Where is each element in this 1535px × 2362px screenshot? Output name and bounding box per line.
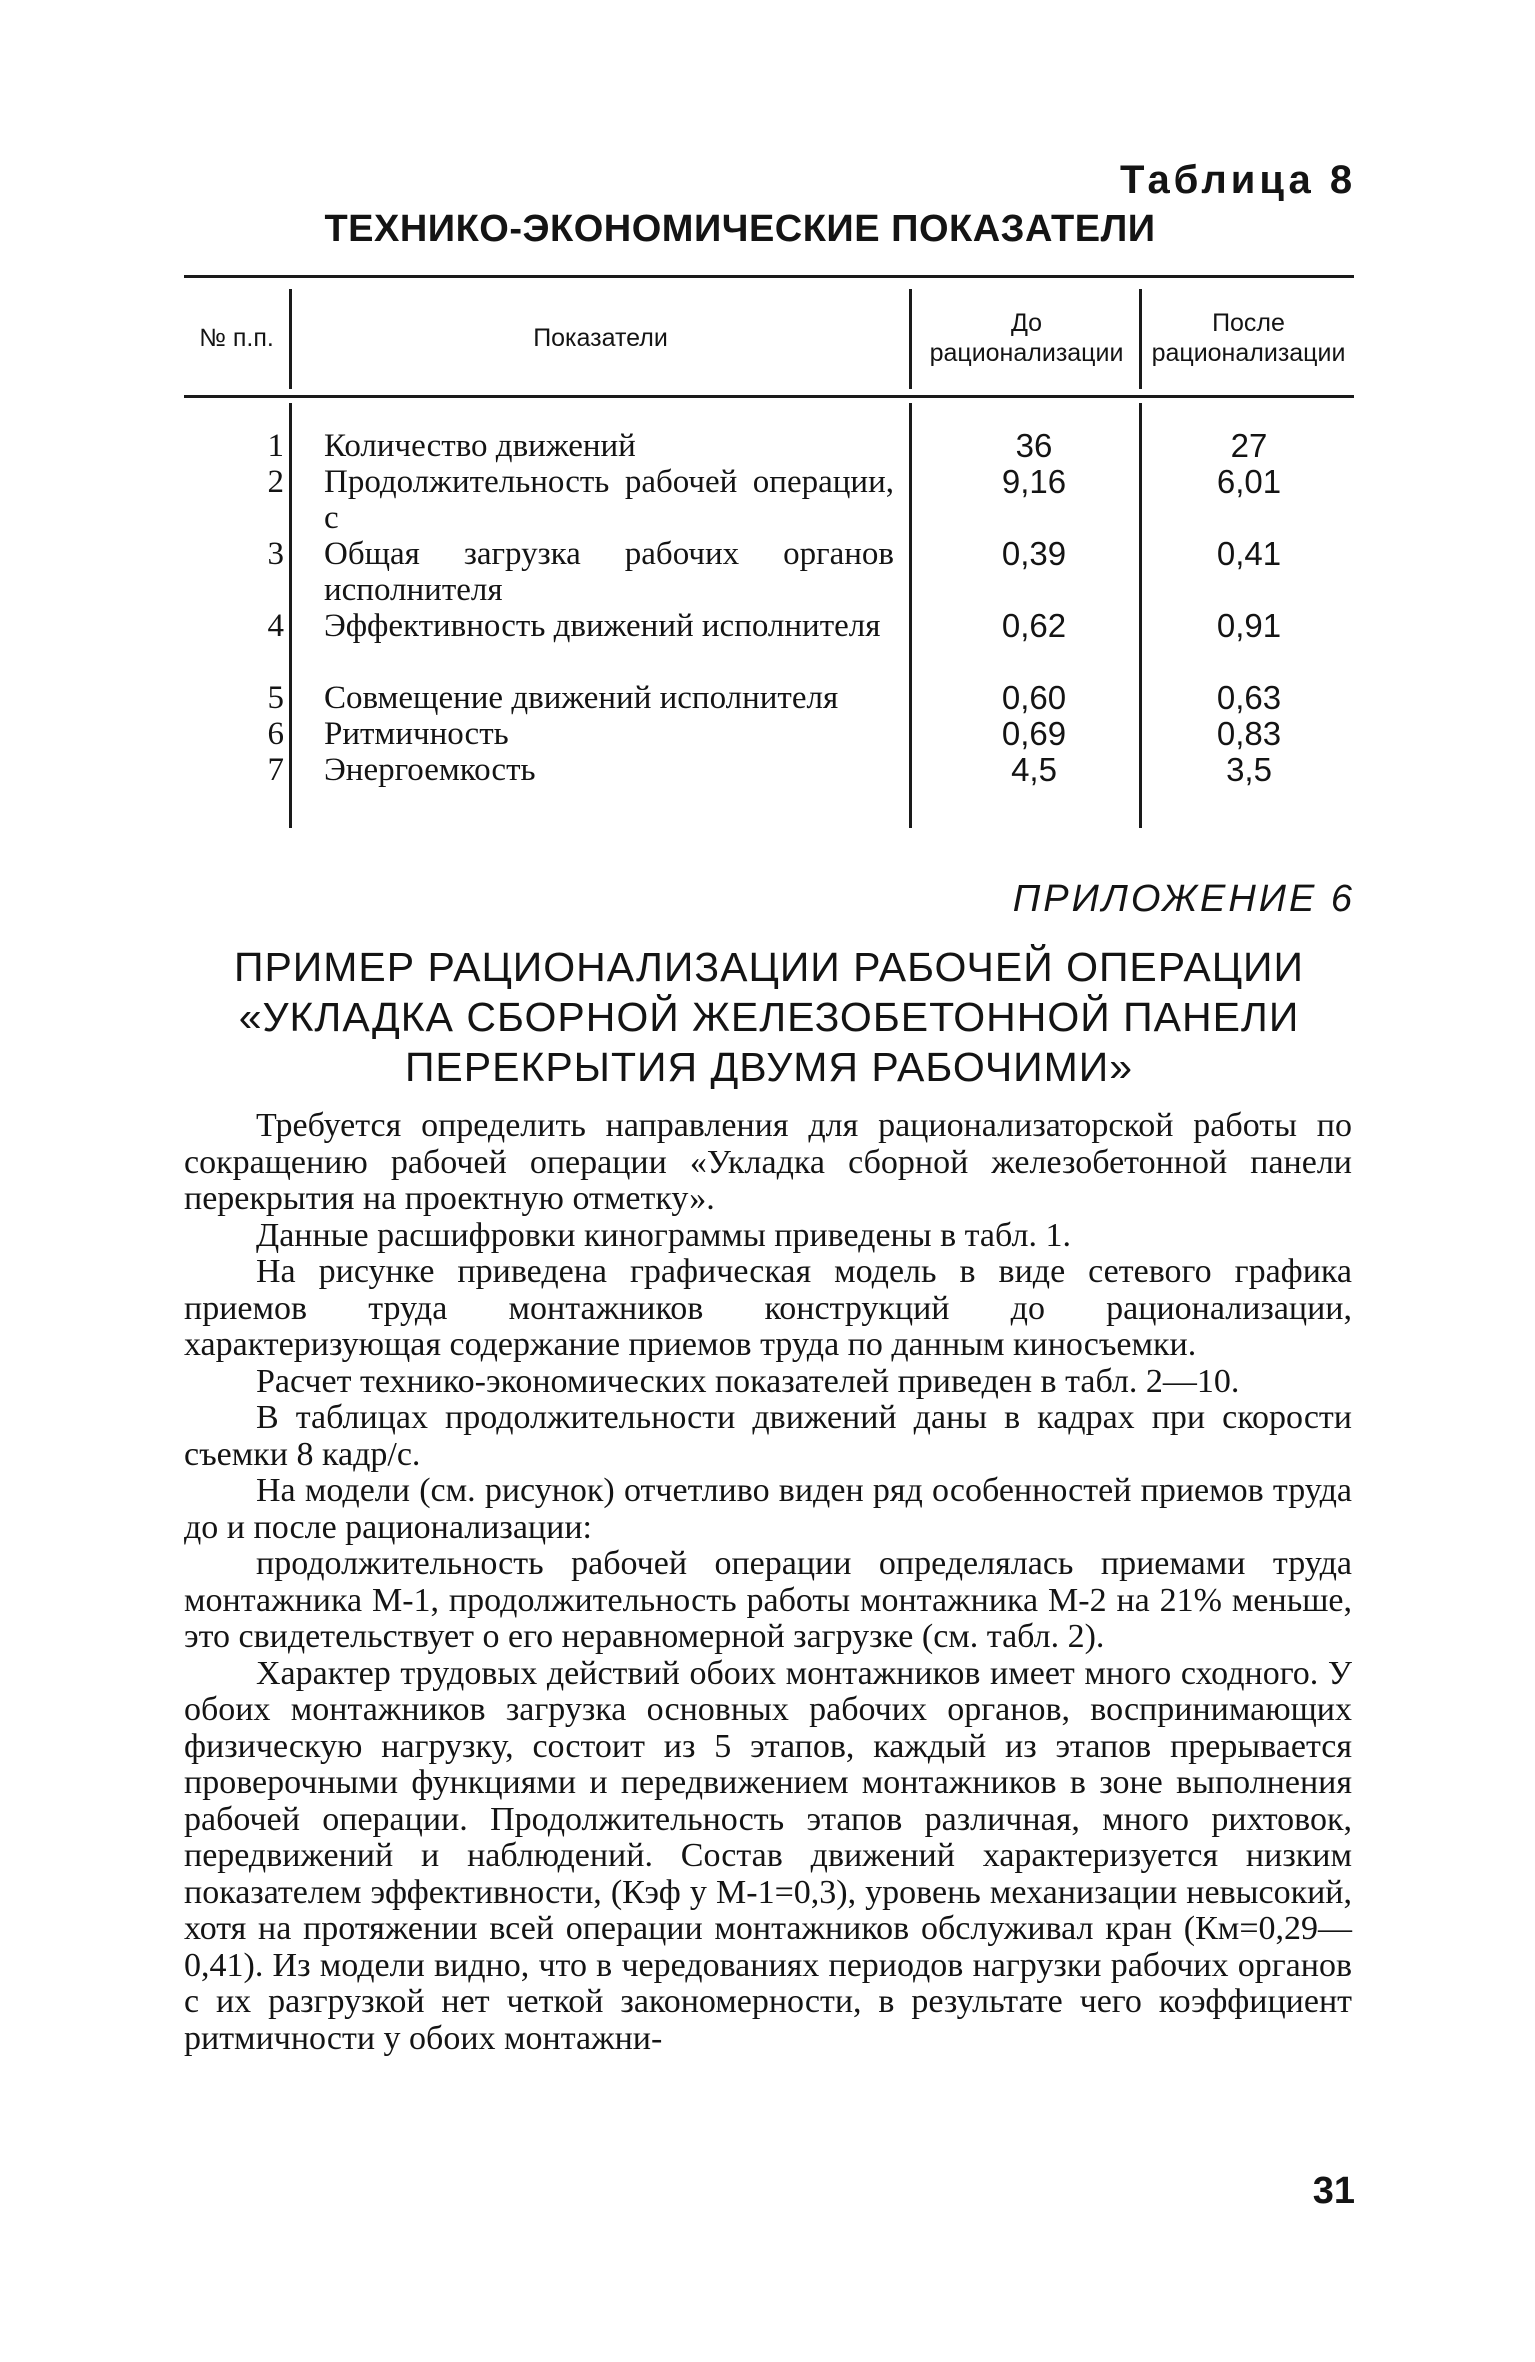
row-num: 7 [267, 752, 284, 788]
row-before: 36 [1015, 427, 1053, 464]
row-indicator: Совмещение движений исполнителя [324, 680, 839, 716]
row-num: 5 [267, 680, 284, 716]
paragraph: В таблицах продолжительности движений даны в кадрах при скорости съемки 8 кадр/с. [184, 1399, 1352, 1473]
row-before: 0,62 [1001, 607, 1067, 644]
row-num: 4 [267, 608, 284, 644]
table-caption: Таблица 8 [1120, 158, 1357, 202]
row-indicator: Продолжительность рабочей операции, с [324, 464, 894, 536]
row-indicator: Эффективность движений исполнителя [324, 608, 881, 644]
row-after: 0,63 [1216, 679, 1282, 716]
row-num: 6 [267, 716, 284, 752]
row-indicator: Количество движений [324, 428, 636, 464]
row-after: 0,83 [1216, 715, 1282, 752]
row-before: 4,5 [1011, 751, 1057, 788]
paragraph: Расчет технико-экономических показателей приведен в табл. 2—10. [256, 1362, 1240, 1400]
row-after: 3,5 [1226, 751, 1272, 788]
row-num: 2 [267, 464, 284, 500]
appendix-title: ПРИМЕР РАЦИОНАЛИЗАЦИИ РАБОЧЕЙ ОПЕРАЦИИ «УКЛАДКА СБОРНОЙ ЖЕЛЕЗОБЕТОННОЙ ПАНЕЛИ ПЕРЕКРЫТИЯ ДВУМЯ РАБОЧИМИ» [233, 944, 1304, 1090]
appendix-label: ПРИЛОЖЕНИЕ 6 [1012, 878, 1355, 920]
indicators-table [184, 275, 1354, 830]
row-before: 9,16 [1001, 463, 1067, 500]
column-divider [1139, 289, 1142, 389]
row-num: 3 [267, 536, 284, 572]
header-before: До рационализации [929, 309, 1124, 367]
column-divider [289, 403, 292, 828]
paragraph: На рисунке приведена графическая модель в виде сетевого графика приемов труда монтажников конструкций до рационализации, характеризующая содержание приемов труда по данным киносъемки. [184, 1253, 1352, 1363]
paragraph: продолжительность рабочей операции определялась приемами труда монтажника М-1, продолжительность работы монтажника М-2 на 21% меньше, это свидетельствует о его неравномерной загрузке (см. табл. 2). [184, 1545, 1352, 1655]
header-num: № п.п. [199, 324, 274, 352]
table-top-rule [184, 275, 1354, 278]
column-divider [909, 403, 912, 828]
row-before: 0,39 [1001, 535, 1067, 572]
table-header-rule [184, 395, 1354, 398]
column-divider [909, 289, 912, 389]
row-after: 0,41 [1216, 535, 1282, 572]
row-before: 0,60 [1001, 679, 1067, 716]
row-after: 6,01 [1216, 463, 1282, 500]
row-after: 27 [1230, 427, 1268, 464]
paragraph: Требуется определить направления для рационализаторской работы по сокращению рабочей операции «Укладка сборной железобетонной панели перекрытия на проектную отметку». [184, 1107, 1352, 1217]
paragraph: Характер трудовых действий обоих монтажников имеет много сходного. У обоих монтажников загрузка основных рабочих органов, воспринимающих физическую нагрузку, состоит из 5 этапов, каждый из этапов прерывается проверочными функциями и передвижением монтажников в зоне выполнения рабочей операции. Продолжительность этапов различная, много рихтовок, передвижений и наблюдений. Состав движений характеризуется низким показателем эффективности, (Кэф у М-1=0,3), уровень механизации невысокий, хотя на протяжении всей операции монтажников обслуживал кран (Км=0,29—0,41). Из модели видно, что в чередованиях периодов нагрузки рабочих органов с их разгрузкой нет четкой закономерности, в результате чего коэффициент ритмичности у обоих монтажни- [184, 1654, 1352, 2057]
header-after: После рационализации [1151, 309, 1346, 367]
table-title: ТЕХНИКО-ЭКОНОМИЧЕСКИЕ ПОКАЗАТЕЛИ [324, 208, 1156, 250]
row-before: 0,69 [1001, 715, 1067, 752]
paragraph: На модели (см. рисунок) отчетливо виден ряд особенностей приемов труда до и после рационализации: [184, 1472, 1352, 1546]
row-indicator: Ритмичность [324, 716, 509, 752]
row-num: 1 [267, 428, 284, 464]
row-indicator: Общая загрузка рабочих органов исполнителя [324, 536, 894, 608]
row-after: 0,91 [1216, 607, 1282, 644]
body-text [184, 1108, 1352, 2057]
paragraph: Данные расшифровки кинограммы приведены в табл. 1. [256, 1216, 1071, 1254]
page-number: 31 [1312, 2170, 1355, 2212]
header-indicator: Показатели [533, 324, 668, 352]
row-indicator: Энергоемкость [324, 752, 536, 788]
